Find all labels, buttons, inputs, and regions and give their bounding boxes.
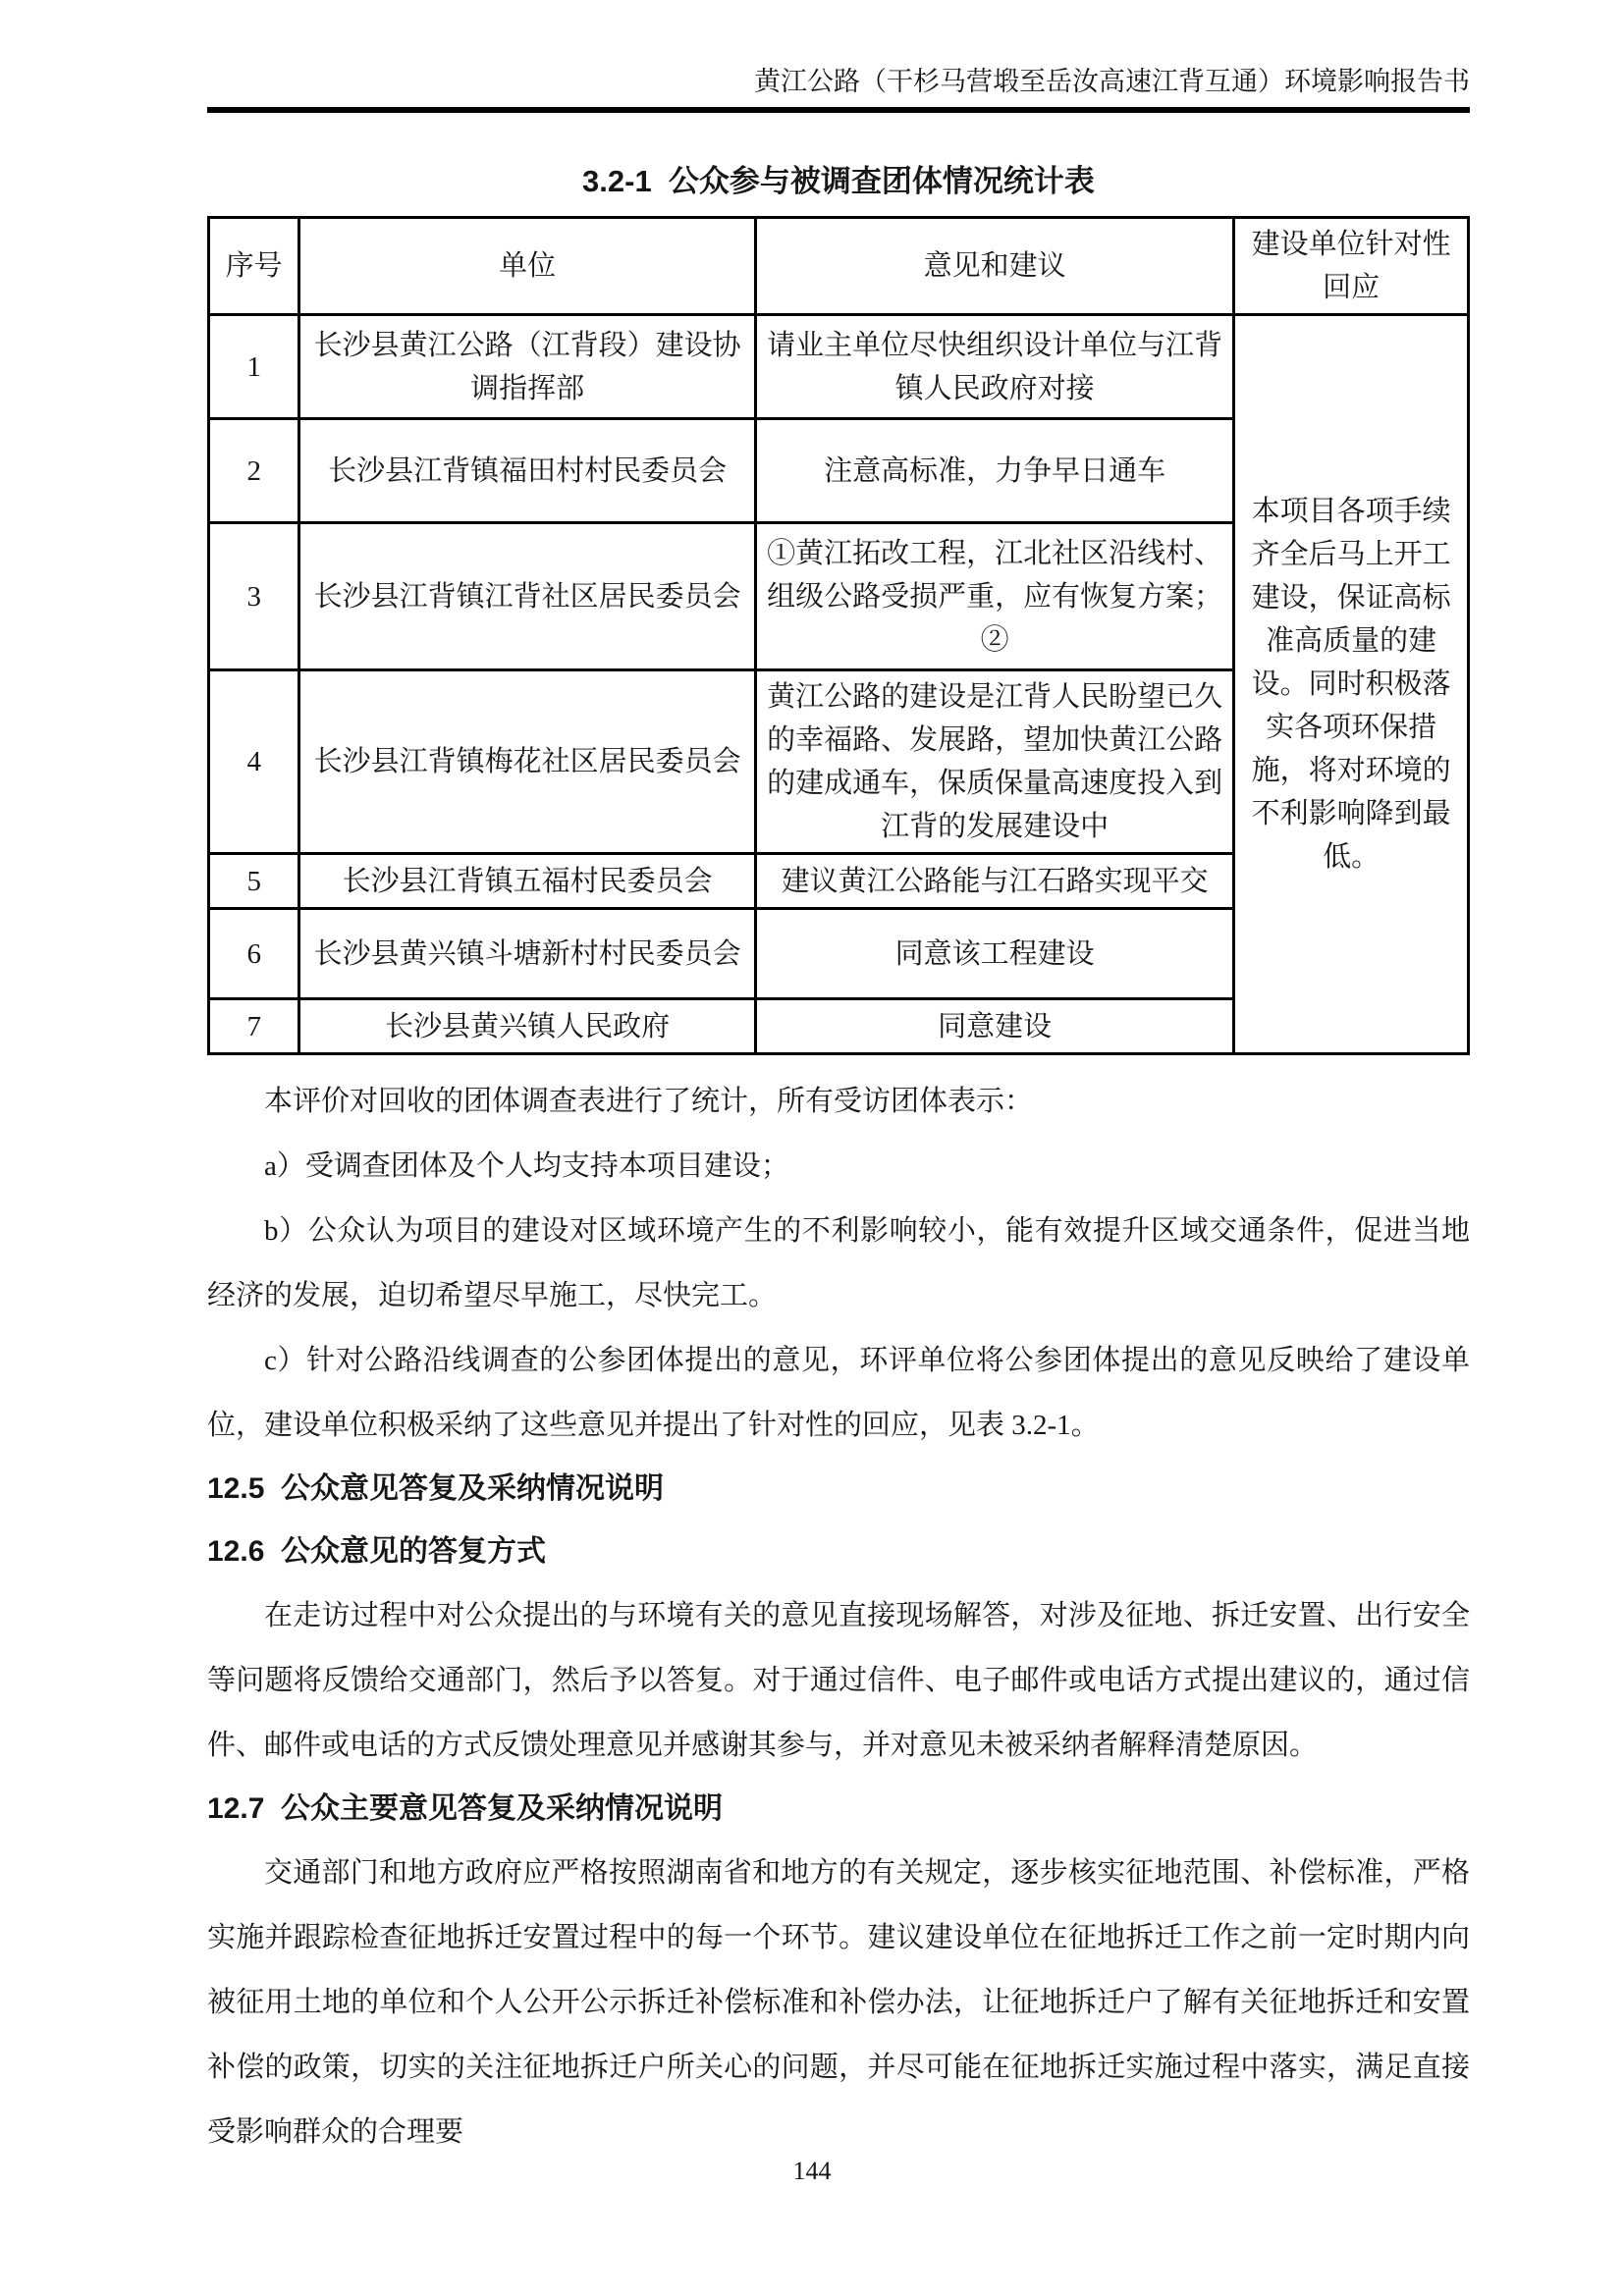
row-number-cell: 1 xyxy=(209,315,299,419)
opinion-cell: 黄江公路的建设是江背人民盼望已久的幸福路、发展路，望加快黄江公路的建成通车，保质保量高速度投入到江背的发展建设中 xyxy=(755,670,1234,854)
table-caption: 3.2-1 公众参与被调查团体情况统计表 xyxy=(582,164,1095,198)
row-number-cell: 4 xyxy=(209,670,299,854)
paragraph-item-b: b）公众认为项目的建设对区域环境产生的不利影响较小，能有效提升区域交通条件，促进当地经济的发展，迫切希望尽早施工，尽快完工。 xyxy=(207,1215,1470,1311)
opinion-cell: 请业主单位尽快组织设计单位与江背镇人民政府对接 xyxy=(755,315,1234,419)
running-header xyxy=(207,65,1470,113)
unit-cell: 长沙县江背镇梅花社区居民委员会 xyxy=(299,670,755,854)
running-header-title: 黄江公路（干杉马营塅至岳汝高速江背互通）环境影响报告书 xyxy=(754,67,1470,96)
column-header-unit: 单位 xyxy=(299,218,755,315)
section-heading-12-5: 12.5 公众意见答复及采纳情况说明 xyxy=(207,1472,665,1505)
table-row xyxy=(209,315,1469,419)
paragraph-item-c: c）针对公路沿线调查的公参团体提出的意见，环评单位将公参团体提出的意见反映给了建设单位，建设单位积极采纳了这些意见并提出了针对性的回应，见表 3.2-1。 xyxy=(207,1345,1470,1441)
row-number-cell: 7 xyxy=(209,999,299,1054)
paragraph-12-7: 交通部门和地方政府应严格按照湖南省和地方的有关规定，逐步核实征地范围、补偿标准，严格实施并跟踪检查征地拆迁安置过程中的每一个环节。建议建设单位在征地拆迁工作之前一定时期内向被征用土地的单位和个人公开公示拆迁补偿标准和补偿办法，让征地拆迁户了解有关征地拆迁和安置补偿的政策，切实的关注征地拆迁户所关心的问题，并尽可能在征地拆迁实施过程中落实，满足直接受影响群众的合理要 xyxy=(207,1857,1470,2148)
paragraph-12-6: 在走访过程中对公众提出的与环境有关的意见直接现场解答，对涉及征地、拆迁安置、出行安全等问题将反馈给交通部门，然后予以答复。对于通过信件、电子邮件或电话方式提出建议的，通过信件、邮件或电话的方式反馈处理意见并感谢其参与，并对意见未被采纳者解释清楚原因。 xyxy=(207,1600,1470,1761)
opinion-cell: ①黄江拓改工程，江北社区沿线村、组级公路受损严重，应有恢复方案；② xyxy=(755,523,1234,670)
row-number-cell: 2 xyxy=(209,419,299,523)
row-number-cell: 6 xyxy=(209,909,299,999)
paragraph-survey-summary: 本评价对回收的团体调查表进行了统计，所有受访团体表示： xyxy=(264,1086,1034,1117)
column-header-response: 建设单位针对性回应 xyxy=(1234,218,1469,315)
page-number: 144 xyxy=(792,2157,832,2185)
table-header-row xyxy=(209,218,1469,315)
row-number-cell: 3 xyxy=(209,523,299,670)
opinion-cell: 注意高标准，力争早日通车 xyxy=(755,419,1234,523)
public-participation-table xyxy=(207,216,1470,1055)
opinion-cell: 建议黄江公路能与江石路实现平交 xyxy=(755,854,1234,909)
opinion-cell: 同意建设 xyxy=(755,999,1234,1054)
unit-cell: 长沙县江背镇江背社区居民委员会 xyxy=(299,523,755,670)
unit-cell: 长沙县黄兴镇斗塘新村村民委员会 xyxy=(299,909,755,999)
opinion-cell: 同意该工程建设 xyxy=(755,909,1234,999)
unit-cell: 长沙县江背镇福田村村民委员会 xyxy=(299,419,755,523)
row-number-cell: 5 xyxy=(209,854,299,909)
column-header-opinion: 意见和建议 xyxy=(755,218,1234,315)
unit-cell: 长沙县黄兴镇人民政府 xyxy=(299,999,755,1054)
column-header-no: 序号 xyxy=(209,218,299,315)
developer-response-cell: 本项目各项手续齐全后马上开工建设，保证高标准高质量的建设。同时积极落实各项环保措施，将对环境的不利影响降到最低。 xyxy=(1234,315,1469,1054)
section-heading-12-7: 12.7 公众主要意见答复及采纳情况说明 xyxy=(207,1792,724,1825)
paragraph-item-a: a）受调查团体及个人均支持本项目建设； xyxy=(264,1150,789,1182)
unit-cell: 长沙县江背镇五福村民委员会 xyxy=(299,854,755,909)
section-heading-12-6: 12.6 公众意见的答复方式 xyxy=(207,1535,547,1568)
unit-cell: 长沙县黄江公路（江背段）建设协调指挥部 xyxy=(299,315,755,419)
body-text xyxy=(207,1069,1470,2164)
